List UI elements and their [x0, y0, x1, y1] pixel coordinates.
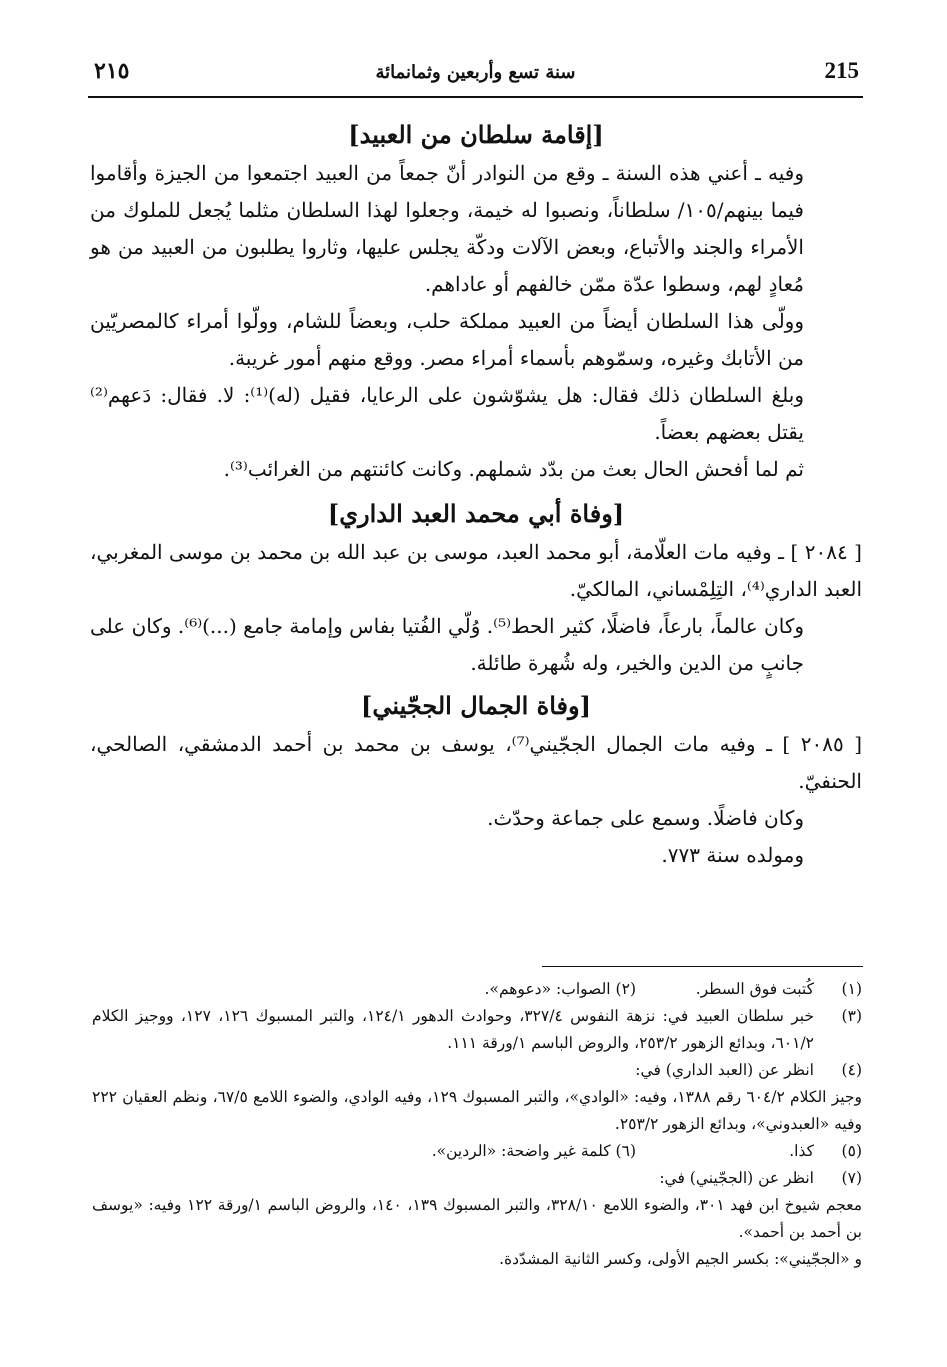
page-number-arabic: ٢١٥: [94, 58, 130, 84]
paragraph: وولّى هذا السلطان أيضاً من العبيد مملكة حلب، وبعضاً للشام، وولّوا أمراء كالمصريّين من الأتابك وغيره، وسمّوهم بأسماء أمراء مصر. ووقع منهم أمور غريبة.: [90, 309, 804, 370]
footnote-number: (٢): [615, 980, 636, 998]
paragraph: ثم لما أفحش الحال بعث من بدّد شملهم. وكانت كائنتهم من الغرائب⁽³⁾.: [223, 457, 804, 481]
section-heading-slave-sultan: [إقامة سلطان من العبيد]: [348, 120, 604, 149]
footnote-text: كذا.: [789, 1142, 814, 1160]
paragraph: ومولده سنة ٧٧٣.: [661, 843, 804, 867]
biography-entry: [ ٢٠٨٥ ] ـ وفيه مات الجمال الججّيني⁽⁷⁾، يوسف بن محمد بن أحمد الدمشقي، الصالحي، الحنفيّ.: [90, 732, 862, 793]
footnote-continuation: وجيز الكلام ٦٠٤/٢ رقم ١٣٨٨، وفيه: «الوادي»، والتبر المسبوك ١٢٩، وفيه الوادي، والضوء اللامع ٦٧/٥، ونظم العقيان ٢٢٢ وفيه «العبدوني»، وبدائع الزهور ٢٥٣/٢.: [92, 1088, 862, 1133]
footnote-text: كُتبت فوق السطر.: [695, 980, 814, 998]
header-rule: [88, 96, 863, 98]
paragraph: وبلغ السلطان ذلك فقال: هل يشوّشون على الرعايا، فقيل (له)⁽¹⁾: لا. فقال: دَعهم⁽²⁾ يقتل بعضهم بعضاً.: [90, 383, 804, 444]
footnote-text: كلمة غير واضحة: «الردين».: [431, 1142, 611, 1160]
footnote: [92, 1165, 862, 1192]
footnote-continuation: معجم شيوخ ابن فهد ٣٠١، والضوء اللامع ٣٢٨/١٠، والتبر المسبوك ١٣٩، ١٤٠، والروض الباسم ١/ورقة ١٢٢ وفيه: «يوسف بن أحمد بن أحمد».: [92, 1196, 862, 1241]
paragraph: وكان فاضلًا. وسمع على جماعة وحدّث.: [487, 806, 804, 830]
footnote-text: خبر سلطان العبيد في: نزهة النفوس ٣٢٧/٤، وحوادث الدهور ١٢٤/١، والتبر المسبوك ١٢٦، ١٢٧، ووجيز الكلام ٦٠١/٢، وبدائع الزهور ٢٥٣/٢، والروض الباسم ١/ورقة ١١١.: [92, 1007, 815, 1052]
footnote-pair: [92, 976, 862, 1003]
running-head: [88, 58, 863, 98]
section-heading-abu-muhammad: [وفاة أبي محمد العبد الداري]: [327, 499, 625, 528]
page-number-latin: 215: [824, 58, 859, 83]
section-heading-jamal-jajjini: [وفاة الجمال الججّيني]: [361, 691, 591, 720]
footnote: [92, 1057, 862, 1084]
biography-entry: [ ٢٠٨٤ ] ـ وفيه مات العلّامة، أبو محمد العبد، موسى بن عبد الله بن محمد بن موسى المغربي، العبد الداري⁽⁴⁾، التِلِمْساني، المالكيّ.: [90, 540, 862, 601]
footnote-number: (٣): [841, 1007, 862, 1025]
footnote-pair: [92, 1138, 862, 1165]
footnote-number: (٧): [841, 1169, 862, 1187]
footnote-rule: [542, 966, 863, 967]
footnote: [92, 1003, 862, 1057]
footnote-continuation: و «الججّيني»: بكسر الجيم الأولى، وكسر الثانية المشدّدة.: [499, 1250, 862, 1268]
footnote-number: (٥): [841, 1142, 862, 1160]
footnote-text: الصواب: «دعوهم».: [484, 980, 611, 998]
footnote-text: انظر عن (العبد الداري) في:: [635, 1061, 814, 1079]
main-text: [90, 115, 862, 874]
footnote-text: انظر عن (الججّيني) في:: [659, 1169, 814, 1187]
footnotes: [92, 976, 862, 1273]
footnote-number: (١): [841, 980, 862, 998]
paragraph: وكان عالماً، بارعاً، فاضلًا، كثير الحط⁽⁵⁾. وُلّي الفُتيا بفاس وإمامة جامع (...)⁽⁶⁾. وكان على جانبٍ من الدين والخير، وله شُهرة طائلة.: [90, 614, 805, 675]
running-title: سنة تسع وأربعين وثمانمائة: [375, 62, 576, 83]
paragraph: وفيه ـ أعني هذه السنة ـ وقع من النوادر أنّ جمعاً من العبيد اجتمعوا من الجيزة وأقاموا فيما بينهم/١٠٥/ سلطاناً، ونصبوا له خيمة، وجعلوا لهذا السلطان مثلما يُجعل للملوك من الأمراء والجند والأتباع، وبعض الآلات ودكّة يجلس عليها، وثاروا يطلبون من العبيد من هو مُعادٍ لهم، وسطوا عدّة ممّن خالفهم أو عاداهم.: [90, 161, 804, 296]
footnote-number: (٤): [841, 1061, 862, 1079]
footnote-number: (٦): [615, 1142, 636, 1160]
